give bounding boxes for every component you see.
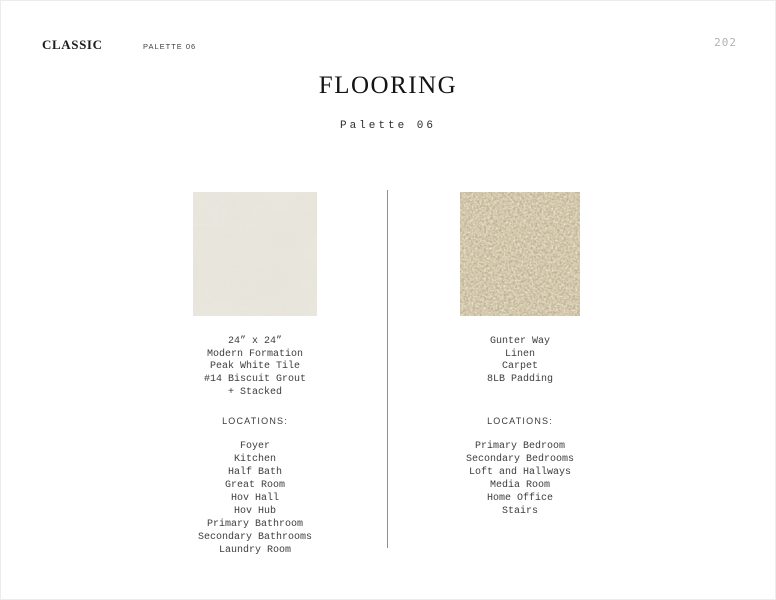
tile-location-item: Great Room (224, 480, 285, 491)
carpet-location-item: Loft and Hallways (468, 467, 572, 478)
brand-logo: CLASSIC (42, 37, 103, 52)
carpet-locations-label: LOCATIONS: (487, 416, 553, 426)
tile-description-line: 24” x 24” (227, 336, 282, 347)
tile-location-item: Foyer (239, 441, 270, 452)
header-palette-ref: PALETTE 06 (143, 42, 197, 51)
tile-location-item: Secondary Bathrooms (197, 532, 313, 543)
tile-description-line: Modern Formation (206, 348, 303, 360)
tile-location-item: Primary Bathroom (206, 519, 303, 530)
carpet-location-item: Stairs (501, 506, 538, 517)
tile-location-item: Half Bath (227, 467, 282, 478)
tile-location-item: Hov Hub (233, 506, 276, 517)
carpet-location-item: Primary Bedroom (474, 441, 565, 452)
carpet-location-item: Secondary Bedrooms (465, 454, 575, 465)
carpet-swatch-image (460, 192, 580, 316)
tile-locations-label: LOCATIONS: (222, 416, 288, 426)
tile-description-line: Peak White Tile (209, 361, 300, 373)
palette-subtitle: Palette 06 (339, 120, 436, 132)
tile-location-item: Laundry Room (218, 545, 291, 556)
tile-description-line: + Stacked (227, 386, 282, 398)
carpet-locations-list (410, 440, 630, 518)
page-title: FLOORING (318, 72, 458, 99)
tile-location-item: Hov Hall (230, 493, 279, 504)
tile-swatch-image (193, 192, 317, 316)
carpet-description (410, 336, 630, 387)
column-divider (387, 190, 388, 548)
tile-locations-list (145, 440, 365, 557)
carpet-description-line: Carpet (501, 361, 538, 373)
carpet-description-line: Linen (504, 348, 535, 360)
tile-description (145, 336, 365, 400)
carpet-description-line: 8LB Padding (486, 374, 553, 386)
carpet-description-line: Gunter Way (489, 336, 550, 347)
carpet-location-item: Media Room (489, 480, 550, 491)
carpet-location-item: Home Office (486, 493, 553, 504)
tile-description-line: #14 Biscuit Grout (203, 374, 307, 386)
page-number: 202 (714, 36, 737, 49)
tile-location-item: Kitchen (233, 454, 276, 465)
